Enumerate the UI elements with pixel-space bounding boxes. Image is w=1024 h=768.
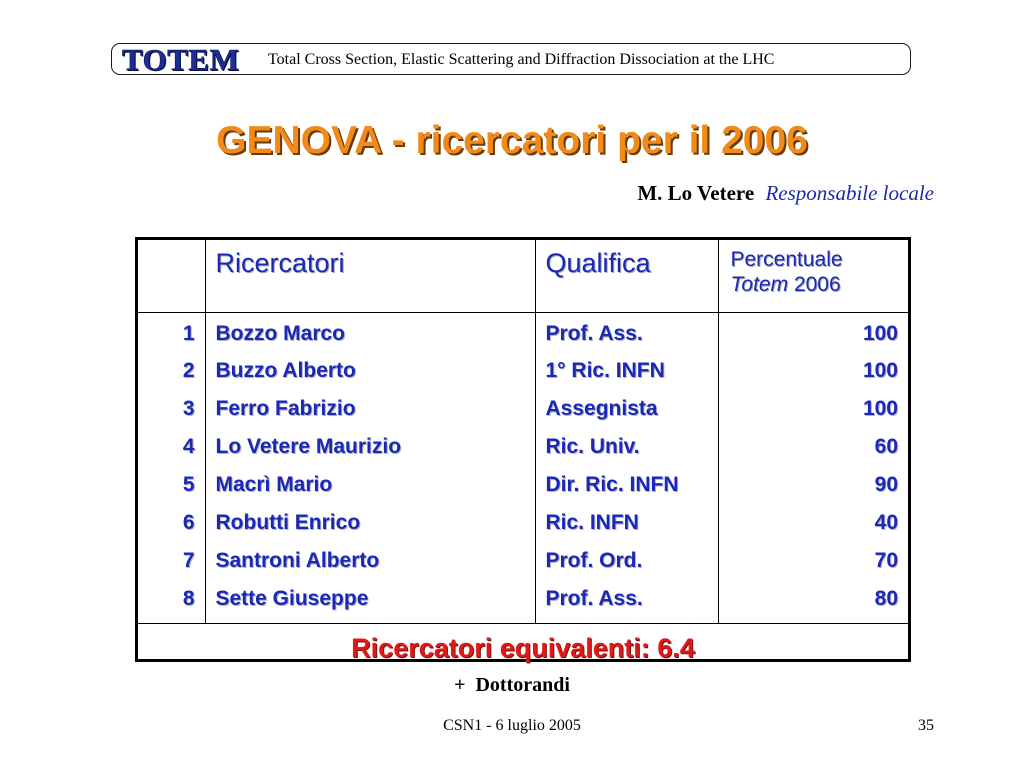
responsible-role: Responsabile locale: [765, 181, 934, 205]
researchers-table: [135, 237, 911, 662]
subtitle: [637, 181, 934, 206]
header-percentage: [718, 240, 908, 312]
researcher-qualification: Dir. Ric. INFN: [545, 473, 679, 497]
equivalent-researchers-total: Ricercatori equivalenti: 6.4: [351, 632, 695, 663]
researcher-qualification: Assegnista: [545, 397, 658, 421]
researcher-percentage: 90: [874, 473, 898, 497]
header-number-cell: [138, 240, 205, 312]
totem-logo: TOTEM: [122, 42, 240, 77]
header-qualification: [535, 240, 718, 312]
researcher-qualification: Prof. Ass.: [545, 586, 643, 610]
phd-students-note: + Dottorandi: [454, 674, 570, 696]
responsible-name: M. Lo Vetere: [637, 181, 755, 205]
researcher-percentage: 60: [874, 435, 898, 459]
qualification-column: [535, 312, 718, 623]
row-number: 6: [182, 510, 195, 534]
banner-text: Total Cross Section, Elastic Scattering and Diffraction Dissociation at the LHC: [268, 51, 775, 68]
researcher-percentage: 70: [874, 548, 898, 572]
header-qualification-label: Qualifica: [545, 248, 651, 278]
row-number: 3: [182, 397, 195, 421]
table-body-row: [138, 312, 908, 623]
researcher-name: Sette Giuseppe: [215, 586, 369, 610]
table-header-row: [138, 240, 908, 312]
researcher-name: Bozzo Marco: [215, 321, 346, 345]
researcher-qualification: 1° Ric. INFN: [545, 359, 665, 383]
row-number: 8: [182, 586, 195, 610]
researcher-name: Buzzo Alberto: [215, 359, 356, 383]
researcher-percentage: 80: [874, 586, 898, 610]
header-percentage-totem: Totem: [730, 273, 789, 296]
researcher-qualification: Prof. Ass.: [545, 321, 643, 345]
researcher-name: Santroni Alberto: [215, 548, 380, 572]
researcher-name: Lo Vetere Maurizio: [215, 435, 402, 459]
row-number: 7: [182, 548, 195, 572]
researcher-percentage: 100: [862, 321, 898, 345]
number-column: [138, 312, 205, 623]
researcher-percentage: 40: [874, 510, 898, 534]
header-researchers-label: Ricercatori: [215, 248, 345, 278]
row-number: 4: [182, 435, 195, 459]
row-number: 1: [182, 321, 195, 345]
researcher-name: Robutti Enrico: [215, 510, 361, 534]
row-number: 5: [182, 473, 195, 497]
header-percentage-label: [719, 240, 909, 297]
header-banner: [111, 43, 911, 75]
researcher-qualification: Prof. Ord.: [545, 548, 643, 572]
table-total-row: [138, 623, 908, 673]
researcher-name: Ferro Fabrizio: [215, 397, 356, 421]
researcher-percentage: 100: [862, 397, 898, 421]
row-number: 2: [182, 359, 195, 383]
percentage-column: [718, 312, 908, 623]
header-researchers: [205, 240, 535, 312]
researcher-percentage: 100: [862, 359, 898, 383]
researcher-qualification: Ric. Univ.: [545, 435, 640, 459]
header-percentage-year: 2006: [793, 273, 841, 296]
researcher-name: Macrì Mario: [215, 473, 333, 497]
slide-title: GENOVA - ricercatori per il 2006: [216, 119, 808, 162]
page-number: 35: [918, 717, 934, 734]
footer-event: CSN1 - 6 luglio 2005: [443, 717, 581, 734]
name-column: [205, 312, 535, 623]
researcher-qualification: Ric. INFN: [545, 510, 639, 534]
header-percentage-line1: Percentuale: [730, 248, 843, 271]
